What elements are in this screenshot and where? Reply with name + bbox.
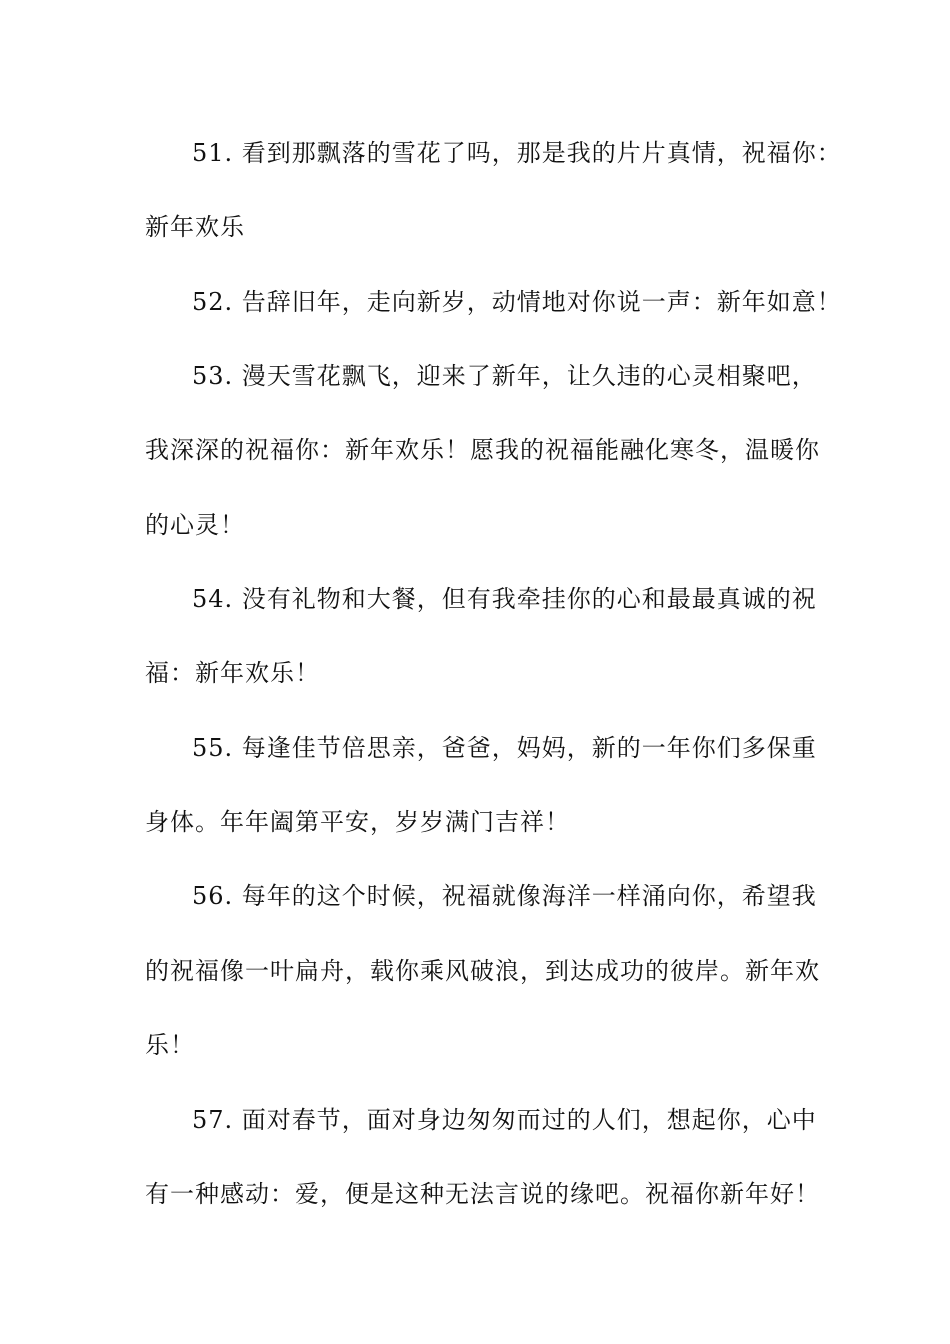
- text-line: 52. 告辞旧年，走向新岁，动情地对你说一声：新年如意！: [192, 288, 842, 316]
- text-line: 的祝福像一叶扁舟，载你乘风破浪，到达成功的彼岸。新年欢: [145, 957, 820, 985]
- text-line: 新年欢乐: [145, 213, 245, 241]
- text-line: 身体。年年阖第平安，岁岁满门吉祥！: [145, 808, 570, 836]
- text-line: 55. 每逢佳节倍思亲，爸爸，妈妈，新的一年你们多保重: [192, 734, 817, 762]
- text-line: 福：新年欢乐！: [145, 659, 320, 687]
- text-line: 57. 面对春节，面对身边匆匆而过的人们，想起你，心中: [192, 1106, 817, 1134]
- text-line: 乐！: [145, 1031, 195, 1059]
- text-line: 的心灵！: [145, 511, 245, 539]
- text-line: 56. 每年的这个时候，祝福就像海洋一样涌向你，希望我: [192, 882, 817, 910]
- text-line: 有一种感动：爱，便是这种无法言说的缘吧。祝福你新年好！: [145, 1180, 820, 1208]
- text-line: 53. 漫天雪花飘飞，迎来了新年，让久违的心灵相聚吧，: [192, 362, 817, 390]
- text-line: 54. 没有礼物和大餐，但有我牵挂你的心和最最真诚的祝: [192, 585, 817, 613]
- text-line: 我深深的祝福你：新年欢乐！愿我的祝福能融化寒冬，温暖你: [145, 436, 820, 464]
- text-line: 51. 看到那飘落的雪花了吗，那是我的片片真情，祝福你：: [192, 139, 842, 167]
